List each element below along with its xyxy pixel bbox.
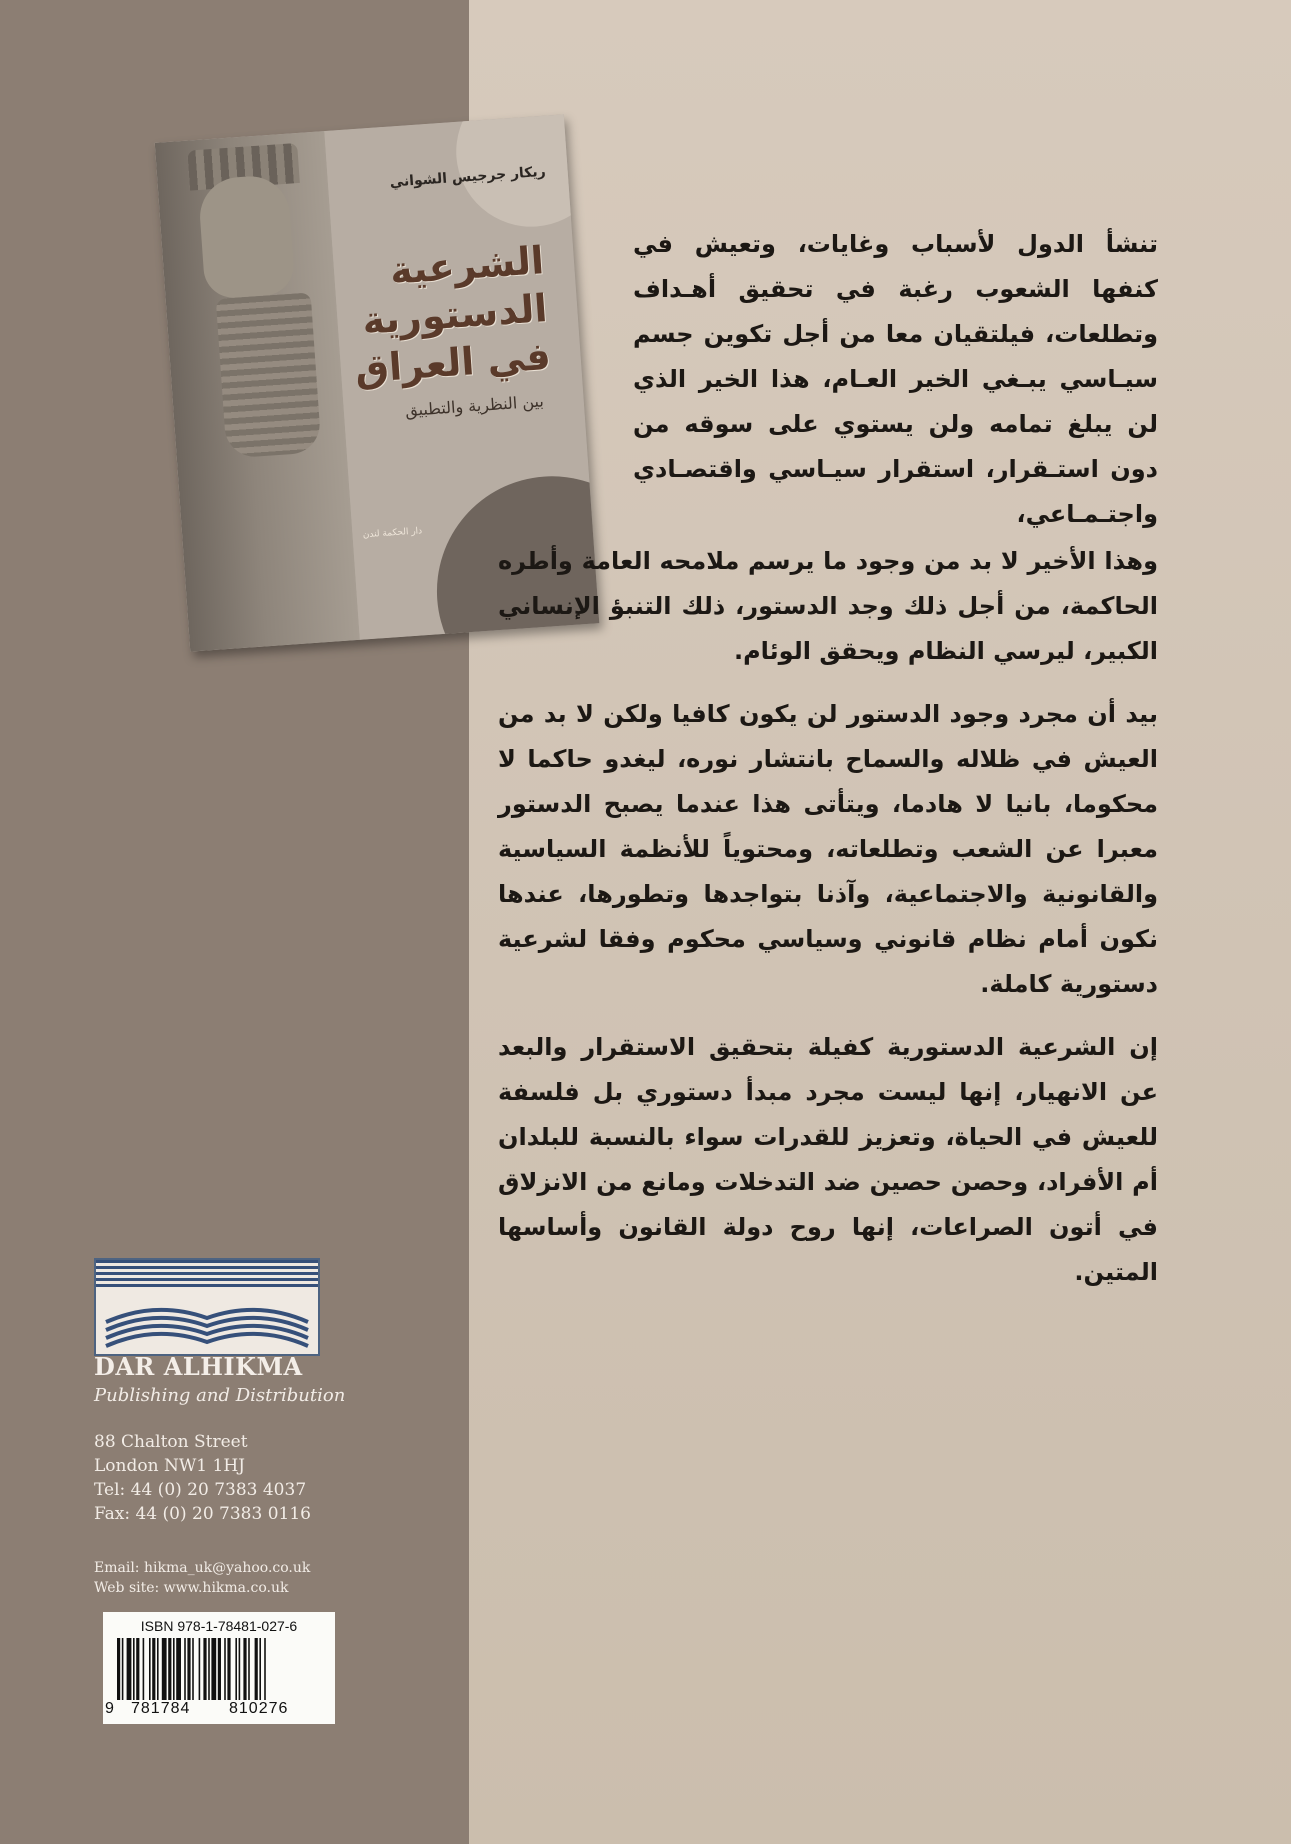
cover-author: ريكار جرجيس الشواني [389,163,547,191]
isbn-barcode [103,1612,335,1724]
isbn-number: ISBN 978-1-78481-027-6 [140,1618,298,1634]
barcode-bar [255,1638,258,1700]
open-book-icon [96,1260,318,1354]
telephone: Tel: 44 (0) 20 7383 4037 [94,1480,307,1500]
barcode-bar [239,1638,241,1700]
barcode-bar [243,1638,246,1700]
barcode-bar [168,1638,171,1700]
cover-title-line: الشرعية [388,238,546,293]
barcode-bars [117,1638,321,1700]
barcode-bar [152,1638,155,1700]
cover-publisher-mark: دار الحكمة لندن [362,526,423,541]
address-line: London NW1 1HJ [94,1456,245,1476]
fax: Fax: 44 (0) 20 7383 0116 [94,1504,311,1524]
blurb-paragraph-1: تنشأ الدول لأسباب وغايات، وتعيش في كنفها الشعوب رغبة في تحقيق أهـداف وتطلعات، فيلتقيان معا من أجل تكوين جسم سيـاسي يبـغي الخير العـام، هذا الخير الذي لن يبلغ تمامه ولن يستوي على سوقه من دون استـقرار، استقرار سيـاسي واقتصـادي واجتـمـاعي، [633,230,1158,528]
blurb-paragraph-2: وهذا الأخير لا بد من وجود ما يرسم ملامحه العامة وأطره الحاكمة، من أجل ذلك وجد الدستور، ذلك التنبؤ الإنساني الكبير، ليرسي النظام ويحقق الوئام. [498,547,1158,665]
publisher-name: DAR ALHIKMA [94,1352,303,1381]
barcode-bar [218,1638,221,1700]
barcode-bar [143,1638,145,1700]
barcode-bar [259,1638,261,1700]
blurb-paragraph-3: بيد أن مجرد وجود الدستور لن يكون كافيا ولكن لا بد من العيش في ظلاله والسماح بانتشار نوره، ليغدو حاكما لا محكوما، بانيا لا هادما، ويتأتى هذا عندما يصبح الدستور معبرا عن الشعب وتطلعاته، ومحتوياً للأنظمة السياسية والقانونية والاجتماعية، وآذنا بتواجدها وتطورها، عندها نكون أمام نظام قانوني وسياسي محكوم وفقا لشرعية دستورية كاملة. [498,700,1158,998]
barcode-bar [224,1638,226,1700]
cover-subtitle: بين النظرية والتطبيق [404,391,545,421]
barcode-bar [264,1638,266,1700]
publisher-logo [94,1258,320,1356]
publisher-address [94,1430,311,1526]
cover-title-line: في العراق [353,333,553,392]
barcode-bar [162,1638,167,1700]
barcode-lead-digit: 9 [105,1700,115,1717]
barcode-bar [173,1638,175,1700]
address-line: 88 Chalton Street [94,1432,248,1452]
barcode-bar [199,1638,201,1700]
email: Email: hikma_uk@yahoo.co.uk [94,1560,311,1576]
barcode-bar [184,1638,186,1700]
barcode-digit-group-1: 781784 [131,1700,191,1717]
barcode-bar [248,1638,250,1700]
barcode-bar [235,1638,237,1700]
barcode-bar [149,1638,151,1700]
barcode-bar [203,1638,206,1700]
barcode-digit-group-2: 810276 [229,1700,289,1717]
barcode-bar [133,1638,135,1700]
barcode-bar [136,1638,139,1700]
back-cover-blurb [498,222,1158,1295]
publisher-contact [94,1558,310,1598]
barcode-bar [122,1638,124,1700]
cover-title-line: الدستورية [360,285,549,343]
barcode-bar [227,1638,230,1700]
barcode-bar [127,1638,132,1700]
barcode-bar [208,1638,210,1700]
barcode-bar [211,1638,216,1700]
barcode-bar [192,1638,194,1700]
barcode-bar [187,1638,190,1700]
blurb-paragraph-4: إن الشرعية الدستورية كفيلة بتحقيق الاستقرار والبعد عن الانهيار، إنها ليست مجرد مبدأ دستوري بل فلسفة للعيش في الحياة، وتعزيز للقدرات سواء بالنسبة للبلدان أم الأفراد، وحصن حصين ضد التدخلات ومانع من الانزلاق في أتون الصراعات، إنها روح دولة القانون وأساسها المتين. [498,1033,1158,1286]
publisher-tagline: Publishing and Distribution [94,1385,346,1406]
barcode-bar [117,1638,120,1700]
barcode-bar [176,1638,181,1700]
website: Web site: www.hikma.co.uk [94,1580,289,1596]
barcode-bar [157,1638,159,1700]
